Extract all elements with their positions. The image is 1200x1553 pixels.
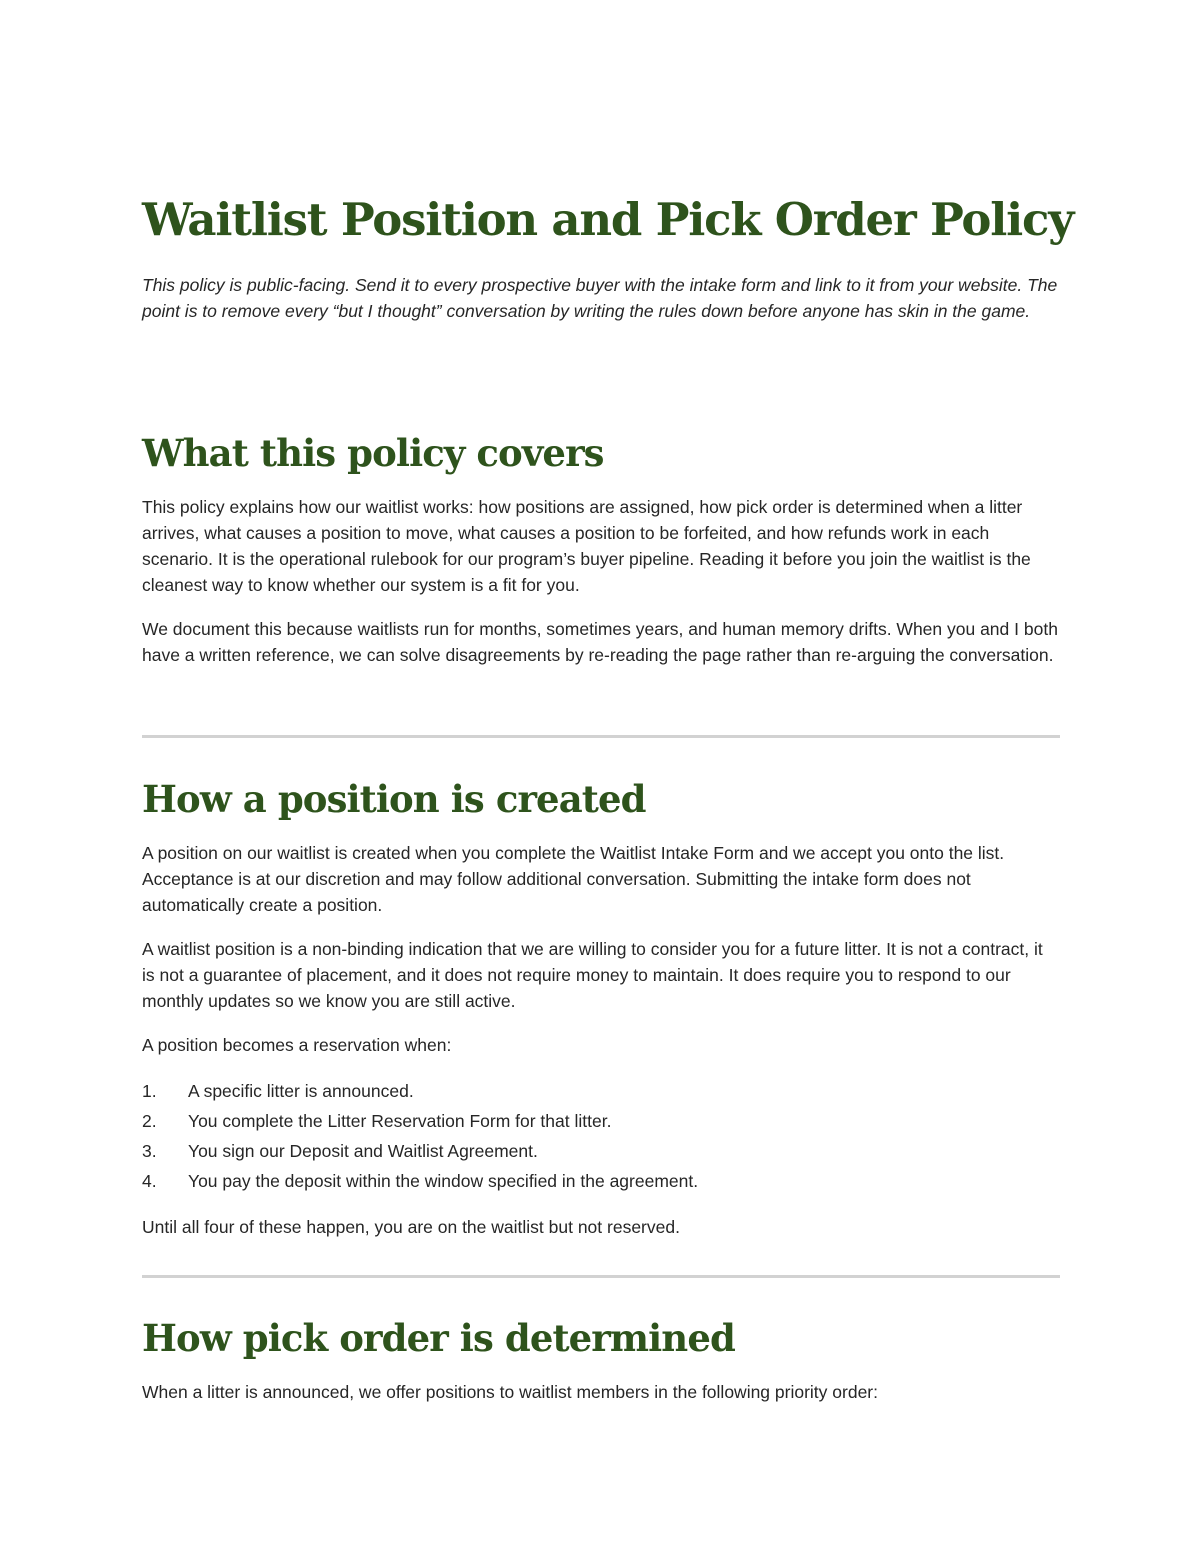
- list-item: 2. You complete the Litter Reservation Form for that litter.: [142, 1111, 612, 1131]
- paragraph: A position becomes a reservation when:: [142, 1035, 452, 1055]
- section-divider: [142, 735, 1060, 738]
- paragraph: When a litter is announced, we offer positions to waitlist members in the following priority order:: [142, 1382, 878, 1402]
- paragraph: Until all four of these happen, you are on the waitlist but not reserved.: [142, 1217, 680, 1237]
- page-subtitle: This policy is public-facing. Send it to every prospective buyer with the intake form and link to it from your website. The point is to remove every “but I thought” conversation by writing the rules down before anyone has skin in the game.: [142, 275, 1058, 321]
- paragraph: A position on our waitlist is created when you complete the Waitlist Intake Form and we accept you onto the list. Acceptance is at our discretion and may follow additional conversation. Submitting the intake form does not automatically create a position.: [142, 843, 1005, 915]
- section-heading-covers: What this policy covers: [142, 431, 604, 475]
- list-item: 4. You pay the deposit within the window specified in the agreement.: [142, 1171, 699, 1191]
- section-body-created: [142, 840, 1060, 1258]
- section-heading-created: How a position is created: [142, 777, 646, 821]
- section-body-covers: [142, 494, 1060, 686]
- section-divider: [142, 1275, 1060, 1278]
- paragraph: We document this because waitlists run for months, sometimes years, and human memory drifts. When you and I both have a written reference, we can solve disagreements by re-reading the page rather than re-arguing the conversation.: [142, 619, 1058, 665]
- paragraph: This policy explains how our waitlist works: how positions are assigned, how pick order is determined when a litter arrives, what causes a position to move, what causes a position to be forfeited, and how refunds work in each scenario. It is the operational rulebook for our program’s buyer pipeline. Reading it before you join the waitlist is the cleanest way to know whether our system is a fit for you.: [142, 497, 1031, 595]
- section-heading-pick-order: How pick order is determined: [142, 1316, 735, 1360]
- reservation-steps-list: [142, 1076, 1060, 1196]
- paragraph: A waitlist position is a non-binding indication that we are willing to consider you for a future litter. It is not a contract, it is not a guarantee of placement, and it does not require money to maintain. It does require you to respond to our monthly updates so we know you are still active.: [142, 939, 1043, 1011]
- list-item: 1. A specific litter is announced.: [142, 1081, 414, 1101]
- list-item: 3. You sign our Deposit and Waitlist Agreement.: [142, 1141, 538, 1161]
- section-body-pick-order: [142, 1379, 1060, 1423]
- page-title: Waitlist Position and Pick Order Policy: [142, 193, 1074, 246]
